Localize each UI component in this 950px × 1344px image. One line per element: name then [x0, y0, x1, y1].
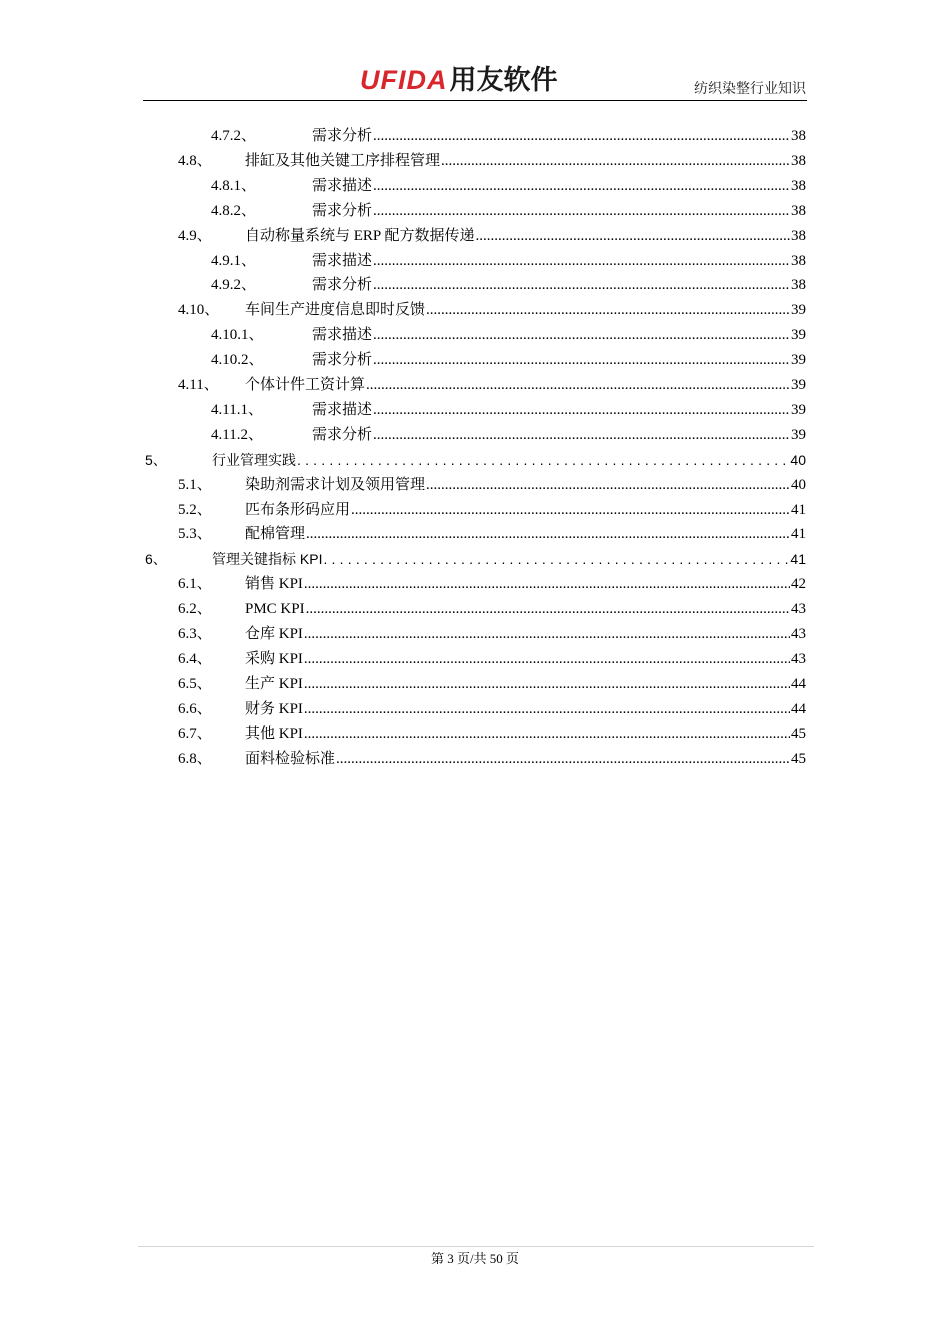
toc-entry-number: 5、	[145, 451, 167, 468]
toc-entry[interactable]	[178, 498, 806, 522]
toc-dot-leader	[426, 473, 790, 497]
header-document-category: 纺织染整行业知识	[694, 82, 806, 97]
toc-entry-page: 43	[791, 650, 806, 667]
toc-dot-leader	[373, 273, 790, 297]
toc-entry-title: 染助剂需求计划及领用管理	[245, 476, 426, 493]
toc-entry-page: 39	[791, 352, 806, 369]
toc-entry[interactable]	[178, 697, 806, 721]
toc-entry[interactable]	[211, 124, 806, 148]
page-number: 第 3 页/共 50 页	[430, 1251, 520, 1266]
toc-dot-leader	[323, 547, 789, 571]
toc-entry-title: 需求分析	[312, 352, 373, 369]
toc-entry-title: 采购 KPI	[245, 650, 303, 667]
toc-entry-number: 4.11、	[178, 377, 219, 393]
toc-dot-leader	[475, 224, 790, 248]
toc-entry[interactable]	[178, 722, 806, 746]
toc-entry-page: 42	[791, 576, 806, 593]
toc-entry-title: 需求分析	[312, 128, 373, 144]
toc-entry[interactable]	[211, 273, 806, 297]
toc-entry-page: 39	[791, 401, 806, 418]
toc-entry-number: 4.8.2、	[211, 202, 257, 219]
toc-entry-title: 需求分析	[312, 426, 373, 443]
toc-entry[interactable]	[211, 323, 806, 347]
toc-entry[interactable]	[211, 348, 806, 372]
toc-entry-page: 38	[791, 177, 806, 194]
toc-dot-leader	[336, 747, 790, 771]
toc-entry-title: 自动称量系统与 ERP 配方数据传递	[245, 227, 475, 244]
toc-entry-number: 5.1、	[178, 476, 212, 493]
toc-entry-page: 39	[791, 302, 806, 319]
toc-entry-number: 6、	[145, 551, 167, 568]
toc-entry-number: 6.4、	[178, 650, 212, 667]
header-divider	[143, 100, 807, 101]
toc-entry-number: 6.3、	[178, 626, 212, 642]
toc-entry-title: 需求描述	[312, 401, 373, 418]
toc-entry-page: 40	[790, 451, 806, 468]
toc-entry-number: 4.8.1、	[211, 177, 257, 194]
toc-entry-page: 43	[791, 626, 806, 642]
toc-dot-leader	[304, 572, 790, 596]
logo-latin-text: UFIDA	[360, 65, 448, 95]
toc-entry[interactable]	[211, 249, 806, 273]
toc-entry-page: 38	[791, 277, 806, 294]
toc-entry-title: 需求描述	[312, 327, 373, 344]
toc-dot-leader	[373, 323, 790, 347]
toc-entry-page: 38	[791, 128, 806, 144]
toc-dot-leader	[373, 249, 790, 273]
toc-entry-title: PMC KPI	[245, 601, 305, 618]
toc-entry-number: 4.9、	[178, 227, 212, 244]
toc-entry-page: 44	[791, 675, 806, 692]
toc-entry[interactable]	[145, 448, 806, 472]
toc-entry-number: 4.8、	[178, 152, 212, 169]
toc-entry[interactable]	[211, 423, 806, 447]
toc-entry-title: 需求分析	[312, 277, 373, 294]
toc-dot-leader	[304, 697, 790, 721]
toc-entry-page: 41	[791, 501, 806, 518]
toc-entry-title: 需求分析	[312, 202, 373, 219]
toc-entry-page: 38	[791, 152, 806, 169]
toc-dot-leader	[306, 597, 790, 621]
toc-entry-page: 45	[791, 725, 806, 742]
toc-entry[interactable]	[178, 224, 806, 248]
toc-entry-title: 匹布条形码应用	[245, 501, 351, 518]
toc-entry-page: 38	[791, 202, 806, 219]
toc-entry-page: 39	[791, 426, 806, 443]
toc-entry-number: 4.7.2、	[211, 128, 257, 144]
toc-entry[interactable]	[178, 298, 806, 322]
toc-entry-page: 38	[791, 227, 806, 244]
logo-cjk-text: 用友软件	[449, 65, 558, 95]
toc-entry[interactable]	[145, 547, 806, 571]
toc-entry-title: 车间生产进度信息即时反馈	[245, 302, 426, 319]
toc-entry-number: 4.11.1、	[211, 401, 263, 418]
toc-dot-leader	[304, 722, 790, 746]
ufida-logo	[360, 64, 558, 96]
toc-dot-leader	[373, 174, 790, 198]
toc-entry-number: 6.5、	[178, 675, 212, 692]
toc-entry-title: 生产 KPI	[245, 675, 303, 692]
toc-entry-number: 4.9.2、	[211, 277, 257, 294]
toc-entry[interactable]	[178, 572, 806, 596]
toc-entry[interactable]	[211, 398, 806, 422]
toc-entry-number: 5.3、	[178, 526, 212, 543]
toc-dot-leader	[306, 522, 790, 546]
toc-entry[interactable]	[178, 747, 806, 771]
toc-dot-leader	[351, 498, 790, 522]
toc-entry-number: 6.1、	[178, 576, 212, 593]
toc-entry[interactable]	[178, 672, 806, 696]
toc-entry-number: 6.2、	[178, 601, 212, 618]
toc-entry[interactable]	[178, 373, 806, 397]
toc-entry-page: 45	[791, 750, 806, 767]
toc-dot-leader	[373, 398, 790, 422]
toc-entry[interactable]	[178, 647, 806, 671]
toc-dot-leader	[441, 149, 790, 173]
toc-dot-leader	[373, 124, 790, 148]
toc-entry-title: 个体计件工资计算	[245, 377, 366, 393]
toc-dot-leader	[373, 199, 790, 223]
footer-divider	[138, 1246, 814, 1247]
toc-entry[interactable]	[211, 174, 806, 198]
toc-entry-title: 需求描述	[312, 252, 373, 269]
toc-dot-leader	[304, 672, 790, 696]
toc-entry-number: 5.2、	[178, 501, 212, 518]
toc-entry[interactable]	[178, 522, 806, 546]
toc-entry-title: 排缸及其他关键工序排程管理	[245, 152, 441, 169]
toc-entry[interactable]	[178, 149, 806, 173]
toc-entry-title: 管理关键指标 KPI	[212, 551, 323, 568]
toc-entry-title: 面料检验标准	[245, 750, 336, 767]
toc-entry-title: 配棉管理	[245, 526, 306, 543]
toc-entry-number: 6.8、	[178, 750, 212, 767]
toc-entry-title: 其他 KPI	[245, 725, 303, 742]
toc-entry-page: 38	[791, 252, 806, 269]
toc-entry-number: 4.10.2、	[211, 352, 264, 369]
toc-dot-leader	[297, 448, 789, 472]
toc-entry-number: 6.7、	[178, 725, 212, 742]
toc-entry-page: 41	[791, 526, 806, 543]
toc-entry-page: 44	[791, 700, 806, 717]
toc-entry-number: 4.10.1、	[211, 327, 264, 344]
toc-entry-number: 4.10、	[178, 302, 220, 319]
toc-entry-page: 39	[791, 327, 806, 344]
toc-entry-page: 40	[791, 476, 806, 493]
toc-dot-leader	[373, 348, 790, 372]
toc-dot-leader	[366, 373, 790, 397]
toc-entry-page: 39	[791, 377, 806, 393]
toc-entry-title: 财务 KPI	[245, 700, 303, 717]
toc-entry-title: 仓库 KPI	[245, 626, 303, 642]
toc-entry-title: 需求描述	[312, 177, 373, 194]
toc-entry-number: 6.6、	[178, 700, 212, 717]
toc-entry-title: 行业管理实践	[212, 451, 296, 468]
toc-dot-leader	[304, 647, 790, 671]
toc-entry[interactable]	[178, 597, 806, 621]
toc-entry-page: 43	[791, 601, 806, 618]
toc-entry[interactable]	[211, 199, 806, 223]
toc-entry-number: 4.11.2、	[211, 426, 263, 443]
toc-dot-leader	[304, 622, 790, 646]
toc-entry-number: 4.9.1、	[211, 252, 257, 269]
toc-entry[interactable]	[178, 622, 806, 646]
toc-entry-title: 销售 KPI	[245, 576, 303, 593]
toc-dot-leader	[426, 298, 790, 322]
toc-entry-page: 41	[790, 551, 806, 568]
toc-entry[interactable]	[178, 473, 806, 497]
toc-dot-leader	[373, 423, 790, 447]
